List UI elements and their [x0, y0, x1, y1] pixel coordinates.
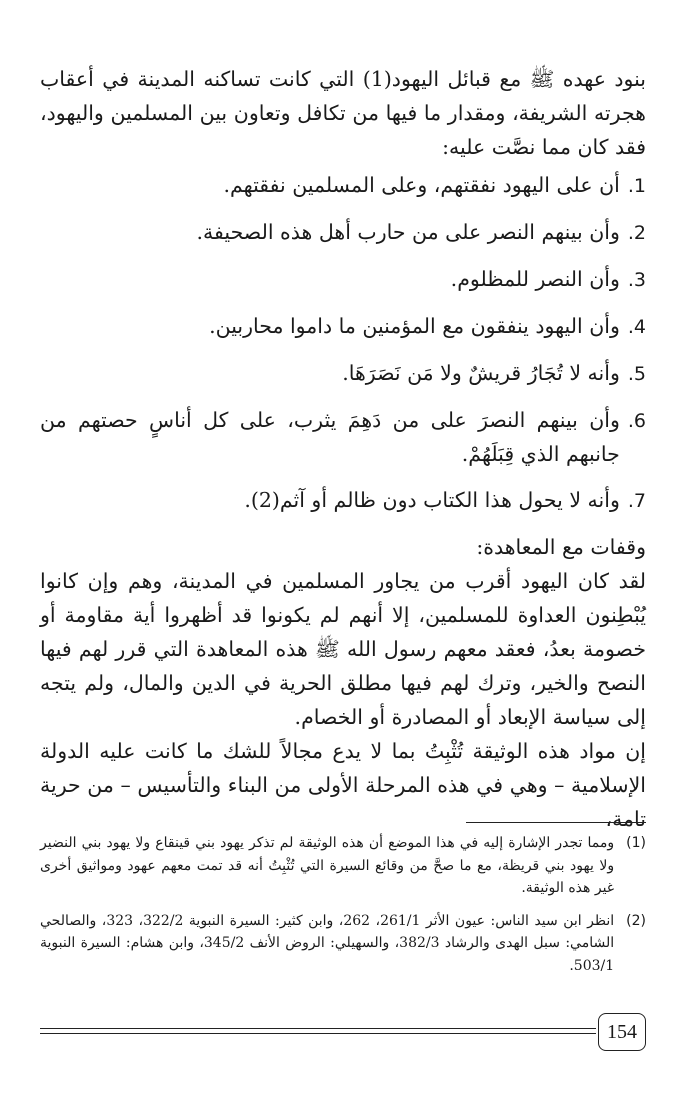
intro-paragraph: بنود عهده ﷺ مع قبائل اليهود(1) التي كانت تساكنه المدينة في أعقاب هجرته الشريفة، ومقدار ما فيها من تكافل وتعاون بين المسلمين واليهود، فقد كان مما نصَّت عليه:	[40, 67, 646, 159]
list-item	[40, 403, 646, 471]
list-item	[40, 168, 646, 203]
bottom-double-rule	[40, 1028, 596, 1034]
list-item-text: وأن النصر للمظلوم.	[450, 267, 620, 291]
footnote-number: (2)	[626, 912, 646, 929]
list-item	[40, 309, 646, 344]
list-item	[40, 356, 646, 391]
list-item-text: أن على اليهود نفقتهم، وعلى المسلمين نفقتهم.	[223, 173, 620, 197]
list-item-number: 4.	[627, 316, 646, 338]
list-item-text: وأن اليهود ينفقون مع المؤمنين ما داموا محاربين.	[209, 314, 620, 338]
section-heading: وقفات مع المعاهدة:	[476, 535, 646, 559]
list-item-text: وأن بينهم النصرَ على من دَهِمَ يثرب، على كل أناسٍ حصتهم من جانبهم الذي قِبَلَهُمْ.	[40, 408, 620, 466]
list-item-number: 1.	[627, 175, 646, 197]
footnote-separator	[466, 822, 646, 823]
list-item-number: 6.	[627, 410, 646, 432]
body-paragraph: لقد كان اليهود أقرب من يجاور المسلمين في المدينة، وهم وإن كانوا يُبْطِنون العداوة للمسلمين، إلا أنهم لم يكونوا قد أظهروا أية مقاومة أو خصومة بعدُ، فعقد معهم رسول الله ﷺ هذه المعاهدة التي قرر لهم فيها النصح والخير، وترك لهم فيها مطلق الحرية في الدين والمال، ولم يتجه إلى سياسة الإبعاد أو المصادرة أو الخصام.	[40, 569, 646, 729]
body-paragraph: إن مواد هذه الوثيقة تُثْبِتُ بما لا يدع مجالاً للشك ما كانت عليه الدولة الإسلامية – وهي في هذه المرحلة الأولى من البناء والتأسيس – من حرية تامة،	[40, 739, 646, 831]
body-text	[40, 62, 646, 836]
list-item-number: 7.	[627, 490, 646, 512]
footnote-text: ومما تجدر الإشارة إليه في هذا الموضع أن هذه الوثيقة لم تذكر يهود بني قينقاع ولا يهود بني النضير ولا يهود بني قريظة، مع ما صحَّ من وقائع السيرة التي تُثْبِتُ أنه قد تمت معهم عهود ومواثيق أخرى غير هذه الوثيقة.	[40, 835, 615, 896]
list-item	[40, 483, 646, 518]
footnote	[40, 910, 646, 978]
treaty-clauses-list	[40, 168, 646, 518]
list-item-text: وأنه لا تُجَارُ قريشٌ ولا مَن نَصَرَهَا.	[342, 361, 620, 385]
list-item-number: 3.	[627, 269, 646, 291]
list-item	[40, 262, 646, 297]
footnote	[40, 832, 646, 900]
list-item-number: 2.	[627, 222, 646, 244]
footnote-number: (1)	[626, 835, 646, 851]
list-item-text: وأنه لا يحول هذا الكتاب دون ظالم أو آثم(2).	[244, 488, 620, 512]
footnotes	[40, 832, 646, 987]
list-item	[40, 215, 646, 250]
page-number: 154	[598, 1013, 646, 1051]
list-item-text: وأن بينهم النصر على من حارب أهل هذه الصحيفة.	[196, 220, 620, 244]
list-item-number: 5.	[627, 363, 646, 385]
footnote-text: انظر ابن سيد الناس: عيون الأثر 261/1، 262، وابن كثير: السيرة النبوية 322/2، 323، والصالحي الشامي: سبل الهدى والرشاد 382/3، والسهيلي: الروض الأنف 345/2، وابن هشام: السيرة النبوية 503/1.	[40, 912, 615, 974]
